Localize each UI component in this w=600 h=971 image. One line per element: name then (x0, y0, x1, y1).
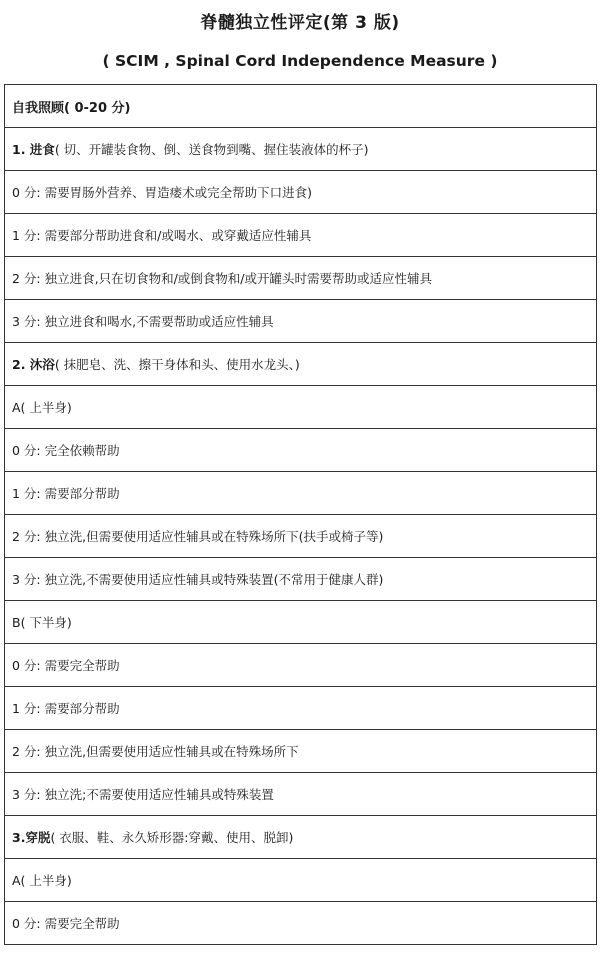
document-subtitle: ( SCIM , Spinal Cord Independence Measure ) (102, 52, 498, 70)
row-text: 0 分: 需要完全帮助 (12, 916, 120, 931)
item-description: ( 切、开罐装食物、倒、送食物到嘴、握住装液体的杯子) (54, 142, 369, 157)
table-row (5, 816, 596, 859)
item-description: ( 衣服、鞋、永久矫形器:穿戴、使用、脱卸) (50, 830, 294, 845)
section-heading: 自我照顾( 0-20 分) (12, 100, 131, 116)
item-heading: 1. 进食 (12, 142, 55, 157)
item-heading: 2. 沐浴 (12, 357, 55, 372)
row-text: 3 分: 独立洗;不需要使用适应性辅具或特殊装置 (12, 787, 274, 802)
row-text: A( 上半身) (12, 400, 72, 415)
table-row (5, 386, 596, 429)
table-row (5, 902, 596, 945)
table-row (5, 429, 596, 472)
table-row (5, 644, 596, 687)
row-text: 0 分: 需要胃肠外营养、胃造瘘术或完全帮助下口进食) (12, 185, 312, 200)
row-text: 2 分: 独立进食,只在切食物和/或倒食物和/或开罐头时需要帮助或适应性辅具 (12, 271, 433, 286)
table-row (5, 85, 596, 128)
table-row (5, 773, 596, 816)
table-row (5, 472, 596, 515)
row-text: 1 分: 需要部分帮助 (12, 701, 120, 716)
table-row (5, 515, 596, 558)
table-row (5, 171, 596, 214)
scim-table (4, 84, 597, 945)
table-row (5, 687, 596, 730)
table-row (5, 257, 596, 300)
row-text: 3 分: 独立进食和喝水,不需要帮助或适应性辅具 (12, 314, 274, 329)
table-row (5, 730, 596, 773)
table-row (5, 859, 596, 902)
document-title: 脊髓独立性评定(第 3 版) (200, 13, 400, 33)
row-text: 1 分: 需要部分帮助 (12, 486, 120, 501)
row-text: 2 分: 独立洗,但需要使用适应性辅具或在特殊场所下(扶手或椅子等) (12, 529, 384, 544)
table-row (5, 128, 596, 171)
table-row (5, 214, 596, 257)
row-text: 1 分: 需要部分帮助进食和/或喝水、或穿戴适应性辅具 (12, 228, 312, 243)
item-description: ( 抹肥皂、洗、擦干身体和头、使用水龙头、) (54, 357, 300, 372)
table-row (5, 300, 596, 343)
table-row (5, 558, 596, 601)
table-row (5, 343, 596, 386)
item-heading: 3.穿脱 (12, 830, 51, 845)
row-text: 2 分: 独立洗,但需要使用适应性辅具或在特殊场所下 (12, 744, 299, 759)
row-text: 0 分: 完全依赖帮助 (12, 443, 120, 458)
table-row (5, 601, 596, 644)
row-text: 0 分: 需要完全帮助 (12, 658, 120, 673)
row-text: 3 分: 独立洗,不需要使用适应性辅具或特殊装置(不常用于健康人群) (12, 572, 384, 587)
row-text: A( 上半身) (12, 873, 72, 888)
row-text: B( 下半身) (12, 615, 72, 630)
